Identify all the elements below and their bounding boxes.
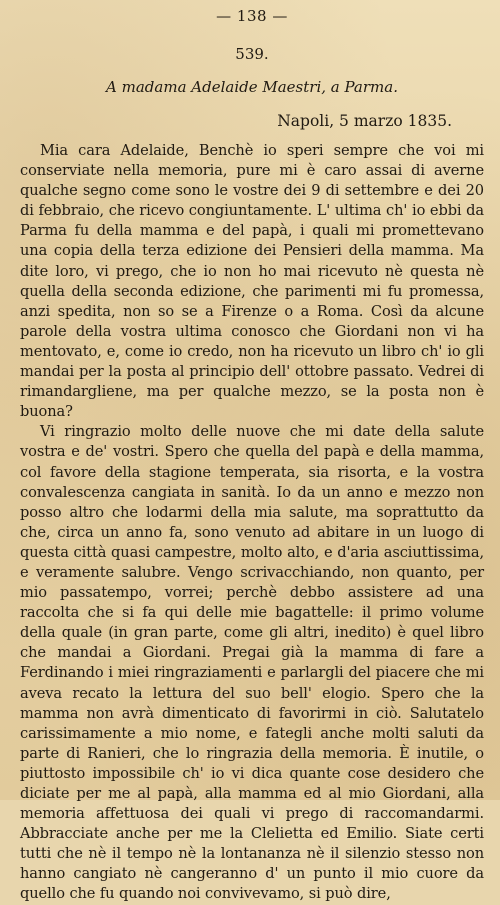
page-number: — 138 — xyxy=(216,7,288,25)
letter-recipient: A madama Adelaide Maestri, a Parma. xyxy=(106,78,398,96)
letter-dateline: Napoli, 5 marzo 1835. xyxy=(277,112,452,130)
letter-paragraph-1: Mia cara Adelaide, Benchè io speri sempre che voi mi conserviate nella memoria, pure mi è caro assai di averne qualche segno come sono le vostre dei 9 di settembre e dei 20 di febbraio, che ricevo congiuntamente. L' ultima ch' io ebbi da Parma fu della mamma e del papà, i quali mi promettevano una copia della terza edizione dei Pensieri della mamma. Ma dite loro, vi prego, che io non ho mai ricevuto nè questa nè quella della seconda edizione, che parimenti mi fu promessa, anzi spedita, non so se a Firenze o a Roma. Così da alcune parole della vostra ultima conosco che Giordani non vi ha mentovato, e, come io credo, non ha ricevuto un libro ch' io gli mandai per la posta al principio dell' ottobre passato. Vedrei di rimandargliene, ma per qualche mezzo, se la posta non è buona? xyxy=(20,142,484,421)
letter-number: 539. xyxy=(235,45,269,63)
letter-paragraph-2: Vi ringrazio molto delle nuove che mi date della salute vostra e de' vostri. Spero che quella del papà e della mamma, col favore della stagione temperata, sia risorta, e la vostra convalescenza cangiata in sanità. Io da un anno e mezzo non posso altro che lodarmi della mia salute, ma soprattutto da che, circa un anno fa, sono venuto ad abitare in un luogo di questa città quasi campestre, molto alto, e d'aria asciuttissima, e veramente salubre. Vengo scrivacchiando, non quanto, per mio passatempo, vorrei; perchè debbo assistere ad una raccolta che si fa qui delle mie bagattelle: il primo volume della quale (in gran parte, come gli altri, inedito) è quel libro che mandai a Giordani. Pregai già la mamma di fare a Ferdinando i miei ringraziamenti e parlargli del piacere che mi aveva recato la lettura del suo bell' elogio. Spero che la mamma non avrà dimenticato di favorirmi in ciò. Salutatelo carissimamente a mio nome, e fategli anche molti saluti da parte di Ranieri, che lo ringrazia della memoria. È inutile, o piuttosto impossibile ch' io vi dica quante cose desidero che diciate per me al papà, alla mamma ed al mio Giordani, alla memoria affettuosa dei quali vi prego di raccomandarmi. Abbracciate anche per me la Clelietta ed Emilio. Siate certi tutti che nè il tempo nè la lontananza nè il silenzio stesso non hanno cangiato nè cangeranno d' un punto il mio cuore da quello che fu quando noi convivevamo, si può dire, xyxy=(20,423,484,903)
letter-body xyxy=(20,141,484,905)
